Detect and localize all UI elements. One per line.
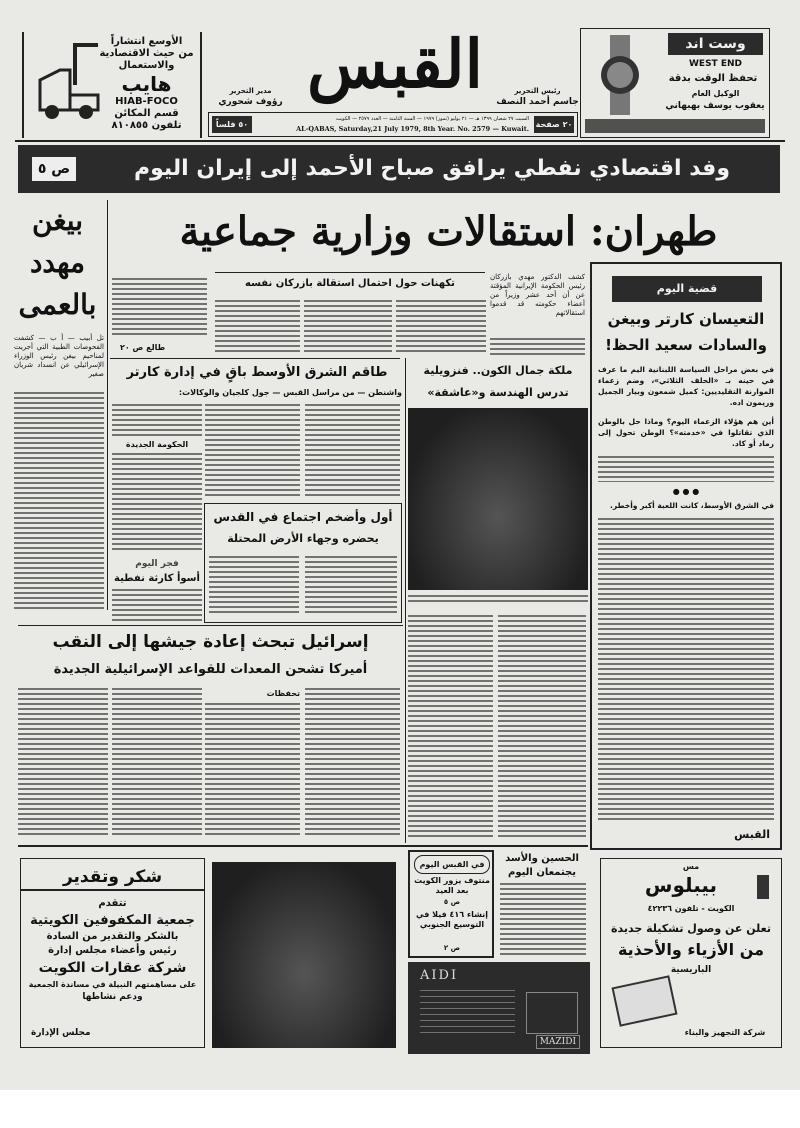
ad-line: والاستعمال [118,60,175,71]
ad-frame [526,992,578,1034]
opinion-kicker: قضية اليوم [612,276,762,302]
scan-margin [0,1090,800,1128]
in-qabas-today-box [408,850,494,958]
israel-headline-2: أميركا تشحن المعدات للقواعد الإسرائيلية الجديدة [53,662,368,677]
body-text [14,392,104,610]
opinion-box [590,262,782,850]
opinion-paragraph: في بعض مراحل السياسة اللبنانية اليم ما عرف في حينه بـ «الحلف الثلاثي»، وضم زعماء الموارنة التقليديين: كميل شمعون وبيار الجميل وريمون اده. [598,365,774,407]
thanks-title: شكر وتقدير [21,865,204,891]
ad-aidi [408,962,590,1054]
thanks-line: تتقدم [98,898,127,909]
carter-headline: طاقم الشرق الأوسط باقٍ في إدارة كارتر [126,365,388,380]
teaser-2: إنشاء ٤١٦ فيلا في التوسيع الجنوبي [416,910,488,929]
begin-lead: تل أبيب — أ ب — كشفت الفحوصات الطبية التي أجريت لمناحيم بيغن رئيس الوزراء الإسرائيلي عن انسداد شريان صغير [14,334,104,378]
begin-headline-line: بالعمى [18,288,97,321]
opinion-signature: القبس [734,828,770,841]
ad-westend [580,28,770,138]
page-count: ٢٠ صفحة [534,116,574,133]
oil-kicker: فجر اليوم [135,559,179,569]
main-lead: كشف الدكتور مهدي بازركان رئيس الحكومة الإيرانية المؤقتة عن أن أحد عشر وزيراً من أعضاء حكومته قد قدموا استقالاتهم [490,273,585,317]
carter-subhead: الحكومة الجديدة [125,440,189,449]
date-en: AL-QABAS, Saturday,21 July 1979, 8th Year. No. 2579 — Kuwait. [296,125,529,133]
ad-brand-en: WEST END [689,59,742,69]
byblos-prefix: مس [682,862,700,871]
byblos-phone: الكويت - تلفون ٤٢٢٣٦ [647,904,735,913]
aidi-brand-2: MAZIDI [536,1035,580,1049]
teaser-1-ref: ص ٥ [443,898,461,906]
ad-slogan: تحفظ الوقت بدقة [668,73,758,84]
body-text [500,883,586,955]
thanks-company: شركة عقارات الكويت [38,960,187,976]
body-text [305,404,400,499]
opinion-paragraph: أين هم هؤلاء الزعماء اليوم؟ وماذا حل بالوطن الذي تقاتلوا في «خدمته»؟ الوطن تحول إلى رماد أو كاد. [598,417,774,448]
body-text [408,615,493,840]
ad-brand: وست اند [668,33,763,55]
begin-headline-line: مهدد [29,246,86,279]
thanks-sign: مجلس الإدارة [31,1028,91,1038]
body-text [209,556,299,616]
miss-universe-photo [408,408,588,590]
byblos-brand: بيبلوس [644,873,718,897]
hussein-assad-headline-1: الحسين والأسد [505,853,579,864]
divider [405,358,406,843]
opinion-headline-2: والسادات سعيد الحظ! [605,336,767,354]
body-text [205,703,300,838]
masthead-logo: القبس [307,25,483,103]
main-subhead: تكهنات حول احتمال استقالة بازركان نفسه [245,278,455,289]
ad-line: من حيث الاقتصادية [99,48,194,59]
body-text [304,300,392,355]
divider [15,140,785,142]
body-text [112,404,202,436]
ad-footer-bar [585,119,765,133]
miss-universe-headline-2: تدرس الهندسة و«عاشقة» [427,386,569,399]
dark-ad [212,862,396,1048]
teaser-1: منتوف يزور الكويت بعد العيد [414,876,490,895]
byblos-line: الباريسية [670,965,712,975]
main-headline: طهران: استقالات وزارية جماعية [179,208,718,255]
oil-headline: أسوأ كارثة نفطية [114,573,200,584]
israel-headline-1: إسرائيل تبحث إعادة جيشها إلى النقب [52,632,369,652]
editor-in-chief: جاسم أحمد النصف [496,97,579,107]
price: ٥٠ فلساً [212,116,252,133]
managing-editor: رؤوف شحوري [218,97,283,107]
jerusalem-headline-1: أول وأضخم اجتماع في القدس [213,510,393,524]
byblos-line: من الأزياء والأحذية [617,940,765,959]
carter-byline: واشنطن — من مراسل القبس — جول كلجيان والوكالات: [178,388,402,397]
body-text [18,688,108,838]
jerusalem-headline-2: يحضره وجهاء الأرض المحتلة [227,532,379,545]
ad-phone: تلفون ٨١٠٨٥٥ [111,120,182,131]
body-text [112,589,202,621]
separator-dots: ● ● ● [672,487,700,496]
ad-brand-en: HIAB-FOCO [115,96,178,107]
editor-in-chief-label: رئيس التحرير [514,87,561,95]
dateline [208,112,578,137]
body-text [112,453,202,553]
in-qabas-title: في القبس اليوم [414,855,490,874]
ad-line: الأوسع انتشاراً [110,36,183,47]
ad-agent: يعقوب يوسف بهبهاني [665,101,765,111]
continued-ref: طالع ص ٢٠ [120,343,166,352]
thanks-org: جمعية المكفوفين الكويتية [30,913,195,928]
thanks-line: ودعم نشاطها [82,992,143,1002]
byblos-logo-block [757,875,769,899]
body-text [112,688,202,838]
divider [18,625,403,626]
body-text [112,278,207,338]
body-text [205,404,300,499]
opinion-paragraph: في الشرق الأوسط، كانت اللعبة أكبر وأخطر. [610,501,774,510]
body-text [396,300,486,355]
body-text [598,518,774,823]
body-text [490,338,585,355]
thanks-line: رئيس وأعضاء مجلس إدارة [48,945,177,956]
managing-editor-label: مدير التحرير [229,87,272,95]
banner-headline-bar [18,145,780,193]
miss-universe-headline-1: ملكة جمال الكون.. فنزويلية [423,364,573,377]
body-text [305,556,397,616]
divider [110,358,400,359]
thanks-line: على مساهمتهم النبيلة في مساندة الجمعية [28,980,197,989]
divider [107,200,108,610]
aidi-brand: AIDI [420,968,459,983]
israel-subhead: تحفظات [266,689,300,698]
ad-thanks [20,858,205,1048]
truck-crane-icon [30,40,100,120]
shopping-bag-icon [611,975,677,1026]
jerusalem-story [204,503,402,623]
byblos-company: شركة التجهيز والبناء [684,1028,766,1037]
opinion-headline-1: التعيسان كارتر وبيغن [607,310,765,328]
body-text [305,688,400,838]
ad-body-text [420,990,515,1038]
byblos-line: تعلن عن وصول تشكيلة جديدة [611,922,771,935]
teaser-2-ref: ص ٢ [443,944,461,952]
divider [215,272,485,273]
body-text [598,456,774,482]
ad-brand: هايب [121,72,172,96]
thanks-line: بالشكر والتقدير من السادة [46,931,179,942]
ad-byblos [600,858,782,1048]
banner-headline: وفد اقتصادي نفطي يرافق صباح الأحمد إلى إيران اليوم [133,156,731,181]
divider [18,845,588,847]
watch-icon [595,35,645,115]
body-text [498,615,586,840]
hussein-assad-headline-2: يجتمعان اليوم [507,867,577,878]
banner-page-ref: ص ٥ [32,157,76,181]
date-ar: السبت ٢٧ شعبان ١٣٩٩ هـ — ٢١ يوليو (تموز) ١٩٧٩ — السنة الثامنة — العدد ٢٥٧٩ — الكويت [335,116,529,122]
ad-hiab [22,32,202,138]
begin-headline-line: بيغن [31,204,84,237]
ad-agent-label: الوكيل العام [691,89,740,98]
body-text [215,300,300,355]
photo-caption [408,595,588,605]
ad-line: قسم المكائن [114,108,179,119]
